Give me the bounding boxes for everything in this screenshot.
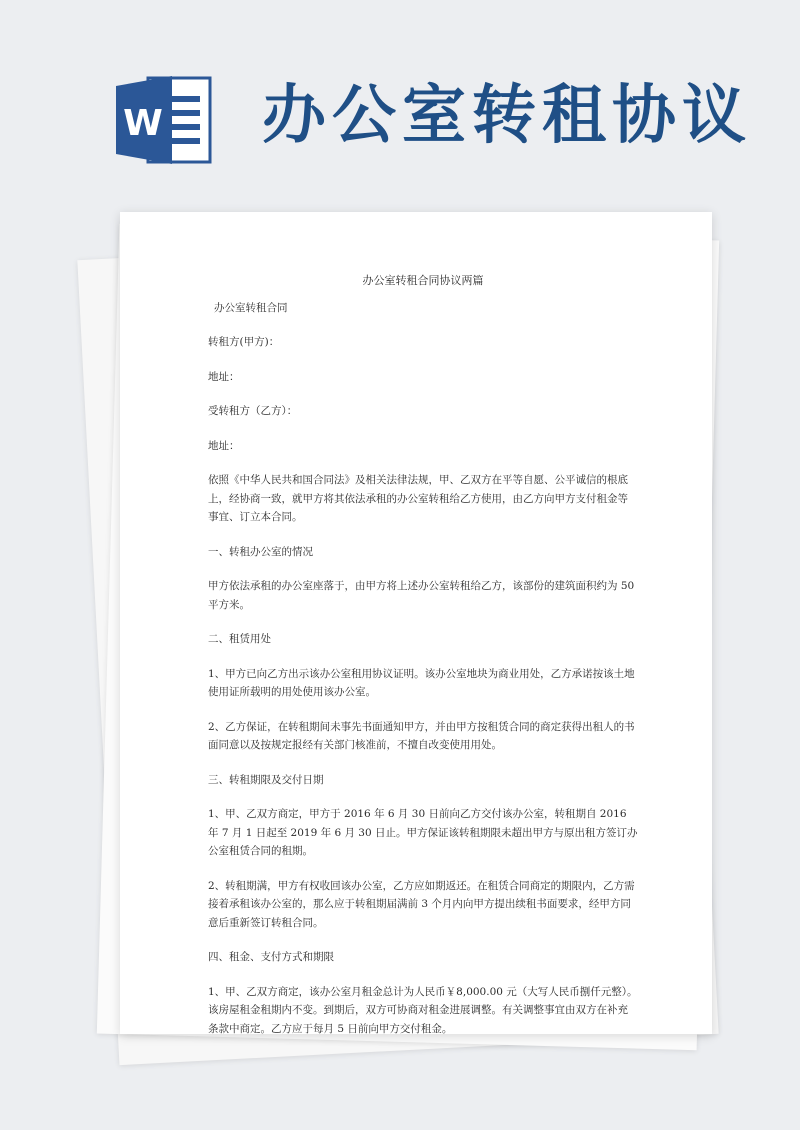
document-body	[208, 272, 638, 1054]
section3-title: 三、转租期限及交付日期	[208, 773, 324, 786]
document-heading: 办公室转租合同协议两篇	[362, 274, 484, 287]
sublessor-label: 转租方(甲方)：	[208, 336, 280, 348]
sublessee-label: 受转租方（乙方）：	[208, 405, 298, 417]
section3-item2: 2、转租期满，甲方有权收回该办公室，乙方应如期返还。在租赁合同商定的期限内，乙方需接着承租该办公室的，那么应于转租期届满前 3 个月内向甲方提出续租书面要求，经甲方同意后重新签订转租合同。	[208, 879, 635, 929]
header-banner	[0, 0, 800, 210]
section4-title: 四、租金、支付方式和期限	[208, 951, 334, 963]
section2-item2: 2、乙方保证，在转租期间未事先书面通知甲方，并由甲方按租赁合同的商定获得出租人的书面同意以及按规定报经有关部门核准前，不擅自改变使用用处。	[208, 720, 635, 751]
word-document-icon	[112, 68, 216, 172]
section3-item1: 1、甲、乙双方商定，甲方于 2016 年 6 月 30 日前向乙方交付该办公室，转租期自 2016 年 7 月 1 日起至 2019 年 6 月 30 日止。甲方保证该转租期限未超出甲方与原出租方签订办公室租赁合同的租期。	[208, 808, 638, 857]
document-subheading: 办公室转租合同	[214, 301, 288, 314]
section1-body: 甲方依法承租的办公室座落于，由甲方将上述办公室转租给乙方，该部份的建筑面积约为 50 平方米。	[208, 580, 635, 611]
document-page	[120, 212, 712, 1034]
sublessor-address: 地址：	[208, 370, 240, 383]
section2-item1: 1、甲方已向乙方出示该办公室租用协议证明。该办公室地块为商业用处，乙方承诺按该土地使用证所载明的用处使用该办公室。	[208, 667, 635, 698]
sublessee-address: 地址：	[208, 439, 240, 452]
section1-title: 一、转租办公室的情况	[208, 545, 313, 558]
section2-title: 二、租赁用处	[208, 633, 271, 645]
preamble-paragraph: 依照《中华人民共和国合同法》及相关法律法规，甲、乙双方在平等自愿、公平诚信的根底上，经协商一致，就甲方将其依法承租的办公室转租给乙方使用，由乙方向甲方支付租金等 事宜、订立本合同。	[208, 474, 639, 523]
section4-item1: 1、甲、乙双方商定，该办公室月租金总计为人民币￥8,000.00 元（大写人民币捌仟元整）。该房屋租金租期内不变。到期后，双方可协商对租金进展调整。有关调整事宜由双方在补充 条款中商定。乙方应于每月 5 日前向甲方交付租金。	[208, 985, 638, 1035]
banner-title: 办公室转租协议	[262, 78, 752, 153]
word-icon-letter: W	[123, 103, 163, 144]
